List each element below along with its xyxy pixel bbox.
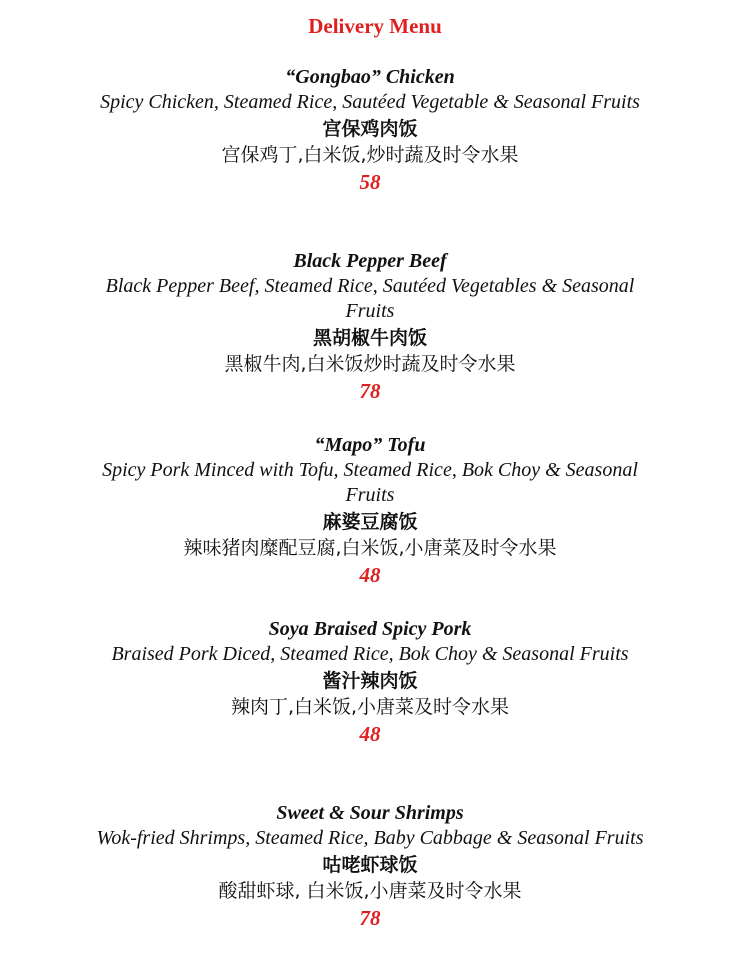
dish-price: 78 — [359, 906, 381, 930]
dish-name-chinese: 酱汁辣肉饭 — [322, 670, 418, 692]
dish-description: Braised Pork Diced, Steamed Rice, Bok Choy & Seasonal Fruits — [111, 643, 629, 665]
dish-price: 48 — [359, 563, 381, 587]
dish-description: Spicy Chicken, Steamed Rice, Sautéed Vegetable & Seasonal Fruits — [100, 91, 640, 113]
dish-description-chinese: 宫保鸡丁,白米饭,炒时蔬及时令水果 — [221, 144, 519, 166]
menu-item-black-pepper-beef — [60, 248, 680, 405]
dish-description-chinese: 辣味猪肉糜配豆腐,白米饭,小唐菜及时令水果 — [183, 537, 557, 559]
dish-name: Black Pepper Beef — [293, 250, 447, 272]
menu-item-sweet-sour-shrimps — [60, 800, 680, 932]
dish-name-chinese: 麻婆豆腐饭 — [322, 511, 418, 533]
dish-price: 48 — [359, 722, 381, 746]
dish-name: Soya Braised Spicy Pork — [268, 618, 472, 640]
dish-name-chinese: 黑胡椒牛肉饭 — [312, 327, 427, 349]
dish-description-chinese: 酸甜虾球, 白米饭,小唐菜及时令水果 — [218, 880, 522, 902]
dish-price: 78 — [359, 379, 381, 403]
dish-description: Wok-fried Shrimps, Steamed Rice, Baby Cabbage & Seasonal Fruits — [96, 827, 644, 849]
dish-name-chinese: 宫保鸡肉饭 — [322, 118, 418, 140]
menu-item-mapo-tofu — [60, 432, 680, 589]
dish-name: “Gongbao” Chicken — [285, 66, 455, 88]
dish-name-chinese: 咕咾虾球饭 — [322, 854, 418, 876]
menu-item-gongbao-chicken — [60, 64, 680, 196]
dish-description-chinese: 黑椒牛肉,白米饭炒时蔬及时令水果 — [224, 353, 516, 375]
dish-price: 58 — [359, 170, 381, 194]
dish-name: “Mapo” Tofu — [314, 434, 426, 456]
dish-description: Spicy Pork Minced with Tofu, Steamed Rice, Bok Choy & Seasonal Fruits — [102, 459, 638, 506]
dish-description-chinese: 辣肉丁,白米饭,小唐菜及时令水果 — [230, 696, 510, 718]
menu-title: Delivery Menu — [308, 14, 442, 38]
dish-description: Black Pepper Beef, Steamed Rice, Sautéed Vegetables & Seasonal Fruits — [105, 275, 635, 322]
menu-item-soya-braised-spicy-pork — [60, 616, 680, 748]
dish-name: Sweet & Sour Shrimps — [276, 802, 464, 824]
